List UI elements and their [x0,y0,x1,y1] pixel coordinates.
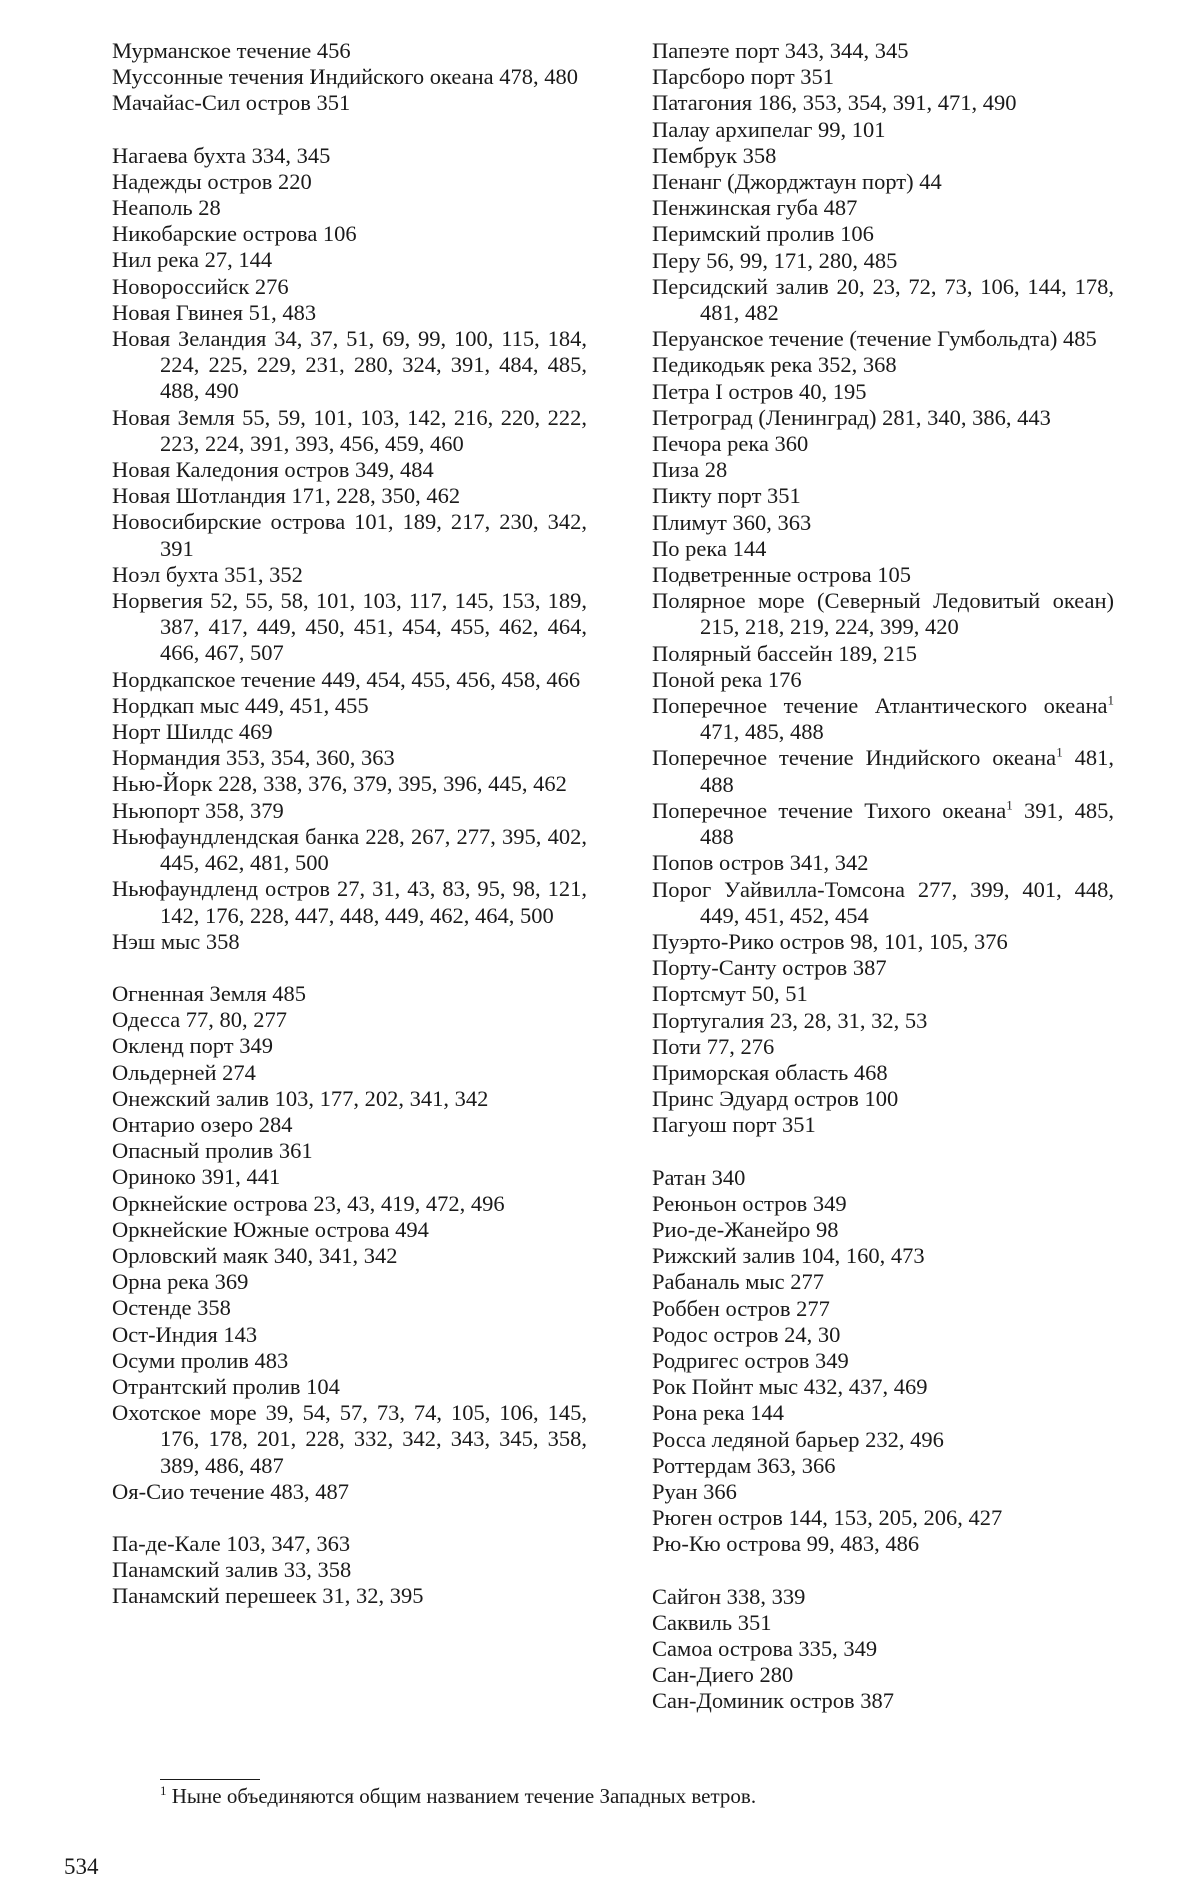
index-entry [652,1008,1114,1034]
index-entry [112,824,587,876]
index-entry [112,1217,587,1243]
index-entry [112,1191,587,1217]
index-entry-pages: 391, 485, 488 [700,797,1114,850]
index-entry-text: Ольдерней 274 [112,1059,256,1085]
index-entry-text: Роттердам 363, 366 [652,1452,836,1478]
index-entry-text: Новая Земля 55, 59, 101, 103, 142, 216, 220, 222, 223, 224, 391, 393, 456, 459, 460 [112,404,587,456]
index-entry-text: Полярный бассейн 189, 215 [652,640,917,666]
index-entry [652,379,1114,405]
index-entry-text: Петра I остров 40, 195 [652,378,867,404]
index-entry [112,1086,587,1112]
index-entry-text: Нагаева бухта 334, 345 [112,142,331,168]
index-entry [112,1060,587,1086]
index-entry [652,1217,1114,1243]
index-entry-text: Принс Эдуард остров 100 [652,1086,899,1112]
index-entry [112,1322,587,1348]
index-entry-text: Нил река 27, 144 [112,247,273,273]
index-entry [652,877,1114,929]
index-entry [112,562,587,588]
index-entry-text: Петроград (Ленинград) 281, 340, 386, 443 [652,404,1051,430]
index-entry-text: Папеэте порт 343, 344, 345 [652,38,909,63]
index-entry [652,1479,1114,1505]
index-entry [652,1531,1114,1557]
index-entry [652,1688,1114,1714]
index-entry-text: Остенде 358 [112,1295,231,1321]
index-entry-text: Нэш мыс 358 [112,928,240,954]
index-entry [652,1584,1114,1610]
index-entry [652,352,1114,378]
section-gap [112,955,587,981]
index-entry-text: Поперечное течение Тихого океана [652,797,1007,823]
index-entry-text: Перу 56, 99, 171, 280, 485 [652,247,898,273]
footnote-reference: 1 [1056,744,1063,760]
index-entry-text: Нордкапское течение 449, 454, 455, 456, 458, 466 [112,666,581,692]
index-entry-text: Сан-Диего 280 [652,1662,794,1688]
index-entry-text: Саквиль 351 [652,1609,772,1635]
index-entry-text: Онтарио озеро 284 [112,1111,293,1137]
index-entry-text: Орна река 369 [112,1269,249,1295]
index-entry [652,981,1114,1007]
index-entry-text: Рабаналь мыс 277 [652,1269,824,1295]
index-entry-text: Портсмут 50, 51 [652,981,808,1007]
index-entry [112,1583,587,1609]
index-entry [112,981,587,1007]
index-entry-text: Патагония 186, 353, 354, 391, 471, 490 [652,90,1017,116]
index-entry-text: Поной река 176 [652,666,802,692]
index-entry [652,117,1114,143]
index-entry [652,221,1114,247]
index-entry-text: Рижский залив 104, 160, 473 [652,1243,925,1269]
index-entry [112,169,587,195]
index-entry-text: Пиза 28 [652,457,728,483]
index-entry [652,1165,1114,1191]
index-entry [112,509,587,561]
page-number: 534 [64,1854,99,1879]
index-entry [652,143,1114,169]
index-entry-text: Ньюпорт 358, 379 [112,797,284,823]
index-entry [112,1164,587,1190]
index-entry [652,1348,1114,1374]
section-gap [112,117,587,143]
index-entry-text: Рю-Кю острова 99, 483, 486 [652,1531,920,1557]
index-entry [112,1138,587,1164]
index-entry [652,562,1114,588]
index-entry [652,1610,1114,1636]
index-entry-text: Осуми пролив 483 [112,1347,289,1373]
index-entry [112,221,587,247]
index-entry-text: Попов остров 341, 342 [652,850,869,876]
index-entry [112,1374,587,1400]
index-entry [112,38,587,64]
index-entry [652,955,1114,981]
index-entry [112,274,587,300]
index-entry [112,1295,587,1321]
index-entry [652,745,1114,797]
index-entry [652,431,1114,457]
index-entry-text: Панамский залив 33, 358 [112,1557,352,1583]
index-entry [652,798,1114,850]
index-entry [112,457,587,483]
index-entry [112,483,587,509]
index-entry [652,274,1114,326]
index-entry-text: Пагуош порт 351 [652,1112,816,1138]
index-column-left [112,38,587,1610]
index-column-right [652,38,1114,1715]
index-entry-text: Новая Гвинея 51, 483 [112,299,317,325]
index-entry [112,719,587,745]
index-entry-text: Полярное море (Северный Ледовитый океан) 215, 218, 219, 224, 399, 420 [652,588,1114,640]
index-entry [112,1269,587,1295]
index-entry-text: Оркнейские Южные острова 494 [112,1216,429,1242]
index-entry-text: Поти 77, 276 [652,1033,775,1059]
index-entry [112,798,587,824]
index-entry [652,1034,1114,1060]
index-entry [112,876,587,928]
index-entry-text: Оркнейские острова 23, 43, 419, 472, 496 [112,1190,505,1216]
index-entry [112,1007,587,1033]
index-entry-text: Панамский перешеек 31, 32, 395 [112,1583,424,1609]
index-entry-text: Рио-де-Жанейро 98 [652,1216,839,1242]
index-entry-text: Оя-Сио течение 483, 487 [112,1478,350,1504]
index-entry-text: Муссонные течения Индийского океана 478, 480 [112,64,579,90]
index-entry-text: Пуэрто-Рико остров 98, 101, 105, 376 [652,928,1008,954]
index-entry-text: Надежды остров 220 [112,168,312,194]
index-entry-text: Поперечное течение Атлантического океана [652,693,1108,719]
index-entry-text: Огненная Земля 485 [112,980,306,1006]
index-entry [652,641,1114,667]
index-entry [652,1505,1114,1531]
index-entry-text: Мачайас-Сил остров 351 [112,90,351,116]
index-entry-text: Па-де-Кале 103, 347, 363 [112,1530,351,1556]
section-gap [112,1505,587,1531]
index-entry-text: Парсборо порт 351 [652,64,835,90]
index-entry-text: Ньюфаундленд остров 27, 31, 43, 83, 95, 98, 121, 142, 176, 228, 447, 448, 449, 462, 464, 500 [112,876,587,928]
index-entry-text: Ратан 340 [652,1164,746,1190]
index-entry-text: Росса ледяной барьер 232, 496 [652,1426,944,1452]
index-entry-text: Палау архипелаг 99, 101 [652,116,886,142]
index-entry [652,1427,1114,1453]
index-entry-text: Поперечное течение Индийского океана [652,745,1057,771]
index-entry [112,405,587,457]
index-entry [112,1400,587,1479]
footnote [160,1783,1060,1809]
index-entry [652,1322,1114,1348]
index-entry-text: Норт Шилдс 469 [112,719,273,745]
index-entry-text: Новая Каледония остров 349, 484 [112,457,434,483]
index-entry [652,1086,1114,1112]
index-entry-text: Педикодьяк река 352, 368 [652,352,897,378]
index-entry-text: Сан-Доминик остров 387 [652,1688,895,1714]
index-entry [652,169,1114,195]
index-entry [652,850,1114,876]
index-entry-text: Пенанг (Джорджтаун порт) 44 [652,169,942,195]
index-entry-text: Родос остров 24, 30 [652,1321,841,1347]
index-entry [652,1296,1114,1322]
index-entry [112,326,587,405]
index-entry [112,1112,587,1138]
index-entry-text: Подветренные острова 105 [652,562,912,588]
index-entry-text: Приморская область 468 [652,1059,888,1085]
index-entry [652,1191,1114,1217]
index-entry [652,1453,1114,1479]
index-entry-pages: 471, 485, 488 [700,719,824,745]
index-entry-text: Нью-Йорк 228, 338, 376, 379, 395, 396, 445, 462 [112,771,567,797]
index-entry [112,771,587,797]
index-entry-text: Ост-Индия 143 [112,1321,258,1347]
index-entry-text: Нордкап мыс 449, 451, 455 [112,692,369,718]
index-entry [652,195,1114,221]
index-entry [112,745,587,771]
index-entry-text: Сайгон 338, 339 [652,1583,806,1609]
index-entry-text: Охотское море 39, 54, 57, 73, 74, 105, 106, 145, 176, 178, 201, 228, 332, 342, 343, 345, 358, 389, 486, 487 [112,1400,587,1478]
index-entry [112,64,587,90]
index-entry-text: Пенжинская губа 487 [652,195,858,221]
index-entry [652,326,1114,352]
index-entry-text: Порту-Санту остров 387 [652,955,887,981]
index-entry [652,64,1114,90]
index-entry [112,90,587,116]
index-entry [112,300,587,326]
index-entry [112,1531,587,1557]
index-entry [652,1112,1114,1138]
index-entry-text: Рок Пойнт мыс 432, 437, 469 [652,1374,928,1400]
index-entry [652,1243,1114,1269]
index-entry [112,929,587,955]
section-gap [652,1558,1114,1584]
footnote-reference: 1 [1006,797,1013,813]
index-entry-text: Отрантский пролив 104 [112,1373,340,1399]
index-entry [652,929,1114,955]
index-entry [652,457,1114,483]
index-entry [652,693,1114,745]
index-entry-text: Самоа острова 335, 349 [652,1635,878,1661]
index-entry-text: Окленд порт 349 [112,1033,273,1059]
index-entry-text: Реюньон остров 349 [652,1190,847,1216]
index-entry [652,1060,1114,1086]
index-entry [652,1400,1114,1426]
index-entry [652,483,1114,509]
index-entry [652,510,1114,536]
index-entry-text: Новосибирские острова 101, 189, 217, 230, 342, 391 [112,509,587,561]
index-entry [652,588,1114,640]
index-entry-text: Плимут 360, 363 [652,509,812,535]
index-entry-pages: 481, 488 [700,745,1114,797]
index-entry [652,536,1114,562]
index-entry-text: Перимский пролив 106 [652,221,874,247]
index-entry-text: Рона река 144 [652,1400,785,1426]
footnote-reference: 1 [1107,692,1114,708]
index-entry-text: Руан 366 [652,1478,737,1504]
index-entry [652,405,1114,431]
index-entry-text: Персидский залив 20, 23, 72, 73, 106, 144, 178, 481, 482 [652,273,1114,326]
index-entry-text: Ньюфаундлендская банка 228, 267, 277, 395, 402, 445, 462, 481, 500 [112,823,587,876]
footnote-text: Ныне объединяются общим названием течение Западных ветров. [166,1784,757,1808]
index-entry-text: Мурманское течение 456 [112,38,351,63]
index-entry [652,38,1114,64]
index-entry [112,667,587,693]
index-entry [112,195,587,221]
index-entry-text: Рюген остров 144, 153, 205, 206, 427 [652,1505,1003,1531]
index-entry [112,588,587,667]
index-entry [112,1033,587,1059]
index-entry-text: Онежский залив 103, 177, 202, 341, 342 [112,1085,489,1111]
index-entry [652,1374,1114,1400]
index-entry [652,248,1114,274]
section-gap [652,1139,1114,1165]
index-entry-text: Одесса 77, 80, 277 [112,1007,288,1033]
index-entry [652,1662,1114,1688]
index-entry-text: Неаполь 28 [112,195,221,221]
index-entry-text: Ноэл бухта 351, 352 [112,561,303,587]
index-entry [652,667,1114,693]
index-entry-text: Ориноко 391, 441 [112,1164,281,1190]
index-entry [652,90,1114,116]
index-entry-text: Опасный пролив 361 [112,1138,313,1164]
footnote-rule [160,1779,260,1780]
index-entry [112,143,587,169]
index-entry-text: Пембрук 358 [652,142,777,168]
index-entry-text: Порог Уайвилла-Томсона 277, 399, 401, 448, 449, 451, 452, 454 [652,876,1114,928]
index-entry-text: Перуанское течение (течение Гумбольдта) 485 [652,326,1097,352]
index-entry [112,1479,587,1505]
index-entry [112,693,587,719]
index-entry-text: Норвегия 52, 55, 58, 101, 103, 117, 145, 153, 189, 387, 417, 449, 450, 451, 454, 455, 462, 464, 466, 467, 507 [112,588,587,666]
index-entry [112,1348,587,1374]
index-entry [652,1269,1114,1295]
index-entry-text: Печора река 360 [652,431,809,457]
index-entry [112,1243,587,1269]
index-entry-text: Португалия 23, 28, 31, 32, 53 [652,1007,928,1033]
index-entry [112,1557,587,1583]
index-entry [652,1636,1114,1662]
index-entry-text: Родригес остров 349 [652,1347,849,1373]
index-entry-text: По река 144 [652,535,767,561]
footnote-marker: 1 [160,1783,167,1798]
index-entry [112,247,587,273]
index-entry-text: Новороссийск 276 [112,273,289,299]
index-entry-text: Орловский маяк 340, 341, 342 [112,1242,398,1268]
index-entry-text: Никобарские острова 106 [112,221,357,247]
index-entry-text: Новая Шотландия 171, 228, 350, 462 [112,483,461,509]
index-entry-text: Нормандия 353, 354, 360, 363 [112,745,395,771]
index-entry-text: Роббен остров 277 [652,1295,830,1321]
index-entry-text: Пикту порт 351 [652,483,801,509]
index-entry-text: Новая Зеландия 34, 37, 51, 69, 99, 100, 115, 184, 224, 225, 229, 231, 280, 324, 391, 484, 485, 488, 490 [112,326,587,404]
